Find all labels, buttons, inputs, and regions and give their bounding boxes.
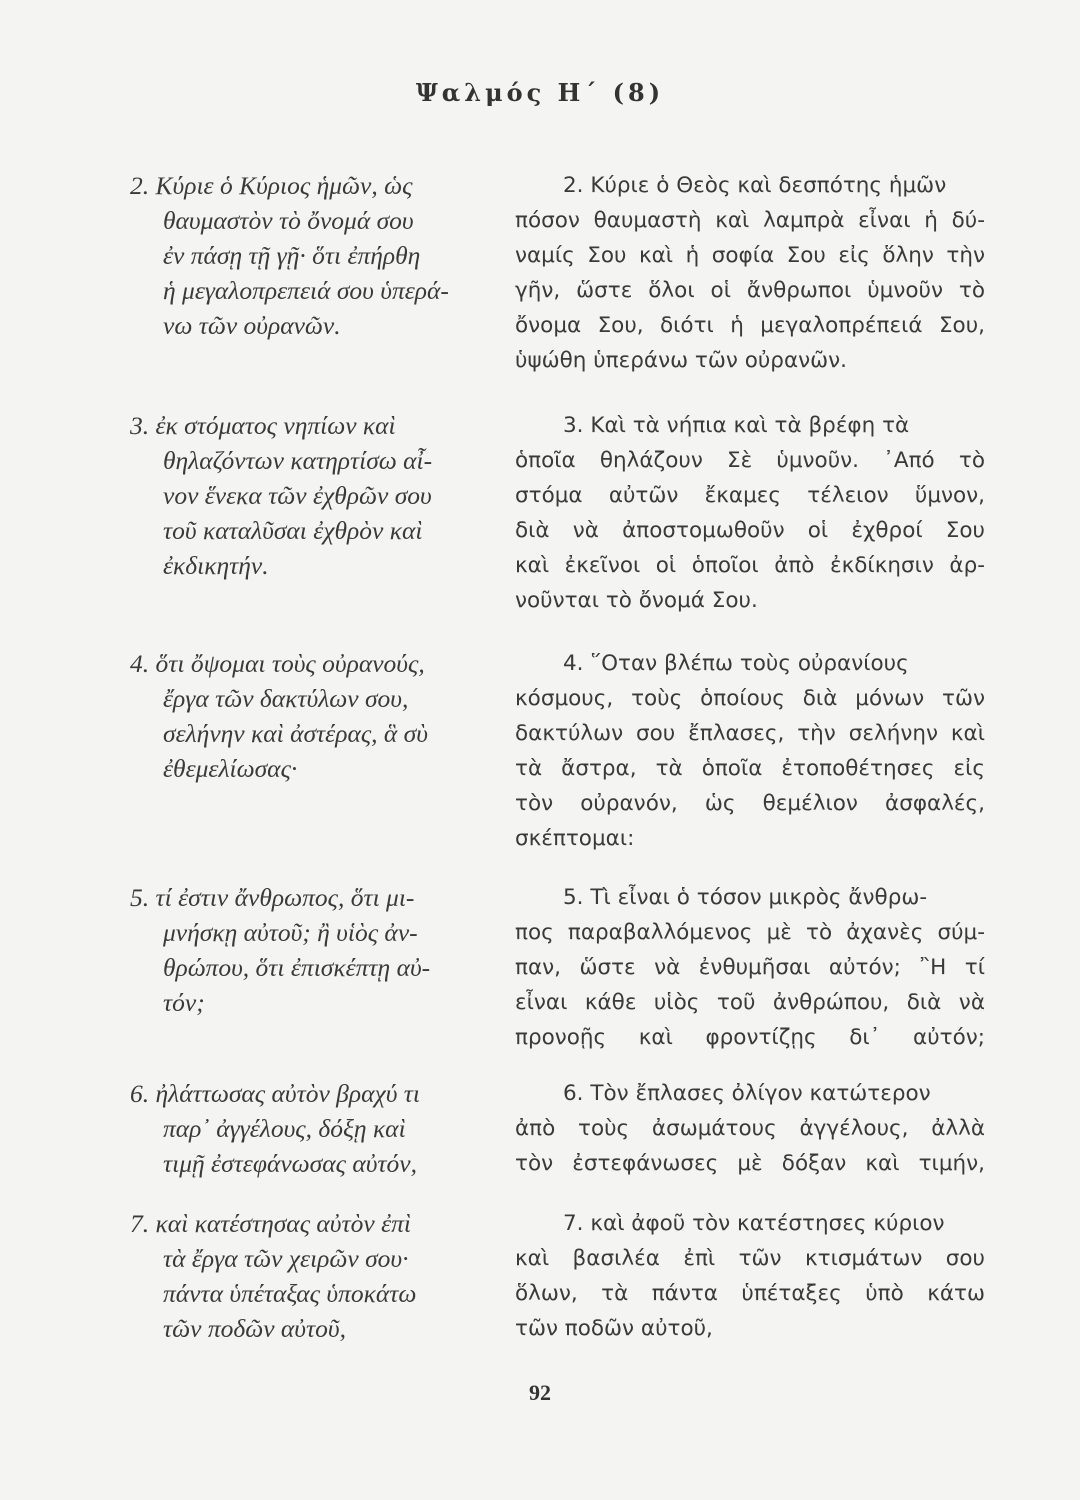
verse-line: προνοῇς καὶ φροντίζῃς δι᾿ αὐτόν; [515, 1025, 985, 1050]
verse-line: τὸν ἐστεφάνωσες μὲ δόξαν καὶ τιμήν, [515, 1151, 985, 1176]
verse-line: νον ἕνεκα τῶν ἐχθρῶν σου [163, 481, 432, 510]
verse-line: τὸν οὐρανόν, ὡς θεμέλιον ἀσφαλές, [515, 791, 985, 816]
verse-line: μνήσκῃ αὐτοῦ; ἢ υἱὸς ἀν- [163, 918, 418, 947]
translation-verse-3 [515, 408, 985, 618]
verse-line: ἐκδικητήν. [163, 551, 269, 580]
verse-line: εἶναι κάθε υἱὸς τοῦ ἀνθρώπου, διὰ νὰ [515, 990, 985, 1015]
verse-line: στόμα αὐτῶν ἔκαμες τέλειον ὕμνον, [515, 483, 985, 508]
verse-line: τὰ ἄστρα, τὰ ὁποῖα ἐτοποθέτησες εἰς [515, 756, 985, 781]
verse-line: δακτύλων σου ἔπλασες, τὴν σελήνην καὶ [515, 721, 985, 746]
verse-line: 5. τί ἐστιν ἄνθρωπος, ὅτι μι- [130, 883, 415, 912]
verse-line: γῆν, ὥστε ὅλοι οἱ ἄνθρωποι ὑμνοῦν τὸ [515, 278, 985, 303]
verse-line: σκέπτομαι: [515, 826, 635, 851]
translation-verse-6 [515, 1076, 985, 1181]
verse-line: ὑψώθη ὑπεράνω τῶν οὐρανῶν. [515, 348, 847, 373]
page-title: Ψαλμός Η΄ (8) [415, 78, 665, 107]
original-verse-5 [130, 880, 490, 1020]
verse-line: ἔργα τῶν δακτύλων σου, [163, 684, 409, 713]
verse-line: ἐν πάσῃ τῇ γῇ· ὅτι ἐπήρθη [163, 241, 421, 270]
verse-line: 4. ὅτι ὄψομαι τοὺς οὐρανούς, [130, 649, 425, 678]
verse-line: διὰ νὰ ἀποστομωθοῦν οἱ ἐχθροί Σου [515, 518, 985, 543]
page-number: 92 [529, 1380, 551, 1405]
verse-line: θρώπου, ὅτι ἐπισκέπτῃ αὐ- [163, 953, 431, 982]
verse-line: τὰ ἔργα τῶν χειρῶν σου· [163, 1244, 409, 1273]
verse-line: τοῦ καταλῦσαι ἐχθρὸν καὶ [163, 516, 423, 545]
verse-line: 2. Κύριε ὁ Κύριος ἡμῶν, ὡς [130, 171, 413, 200]
verse-line: θαυμαστὸν τὸ ὄνομά σου [163, 206, 414, 235]
verse-line: ἡ μεγαλοπρεπειά σου ὑπερά- [163, 276, 449, 305]
verse-line: καὶ βασιλέα ἐπὶ τῶν κτισμάτων σου [515, 1246, 985, 1271]
verse-line: ὅλων, τὰ πάντα ὑπέταξες ὑπὸ κάτω [515, 1281, 985, 1306]
verse-line: τῶν ποδῶν αὐτοῦ, [163, 1314, 346, 1343]
verse-line: 7. καὶ κατέστησας αὐτὸν ἐπὶ [130, 1209, 411, 1238]
verse-line: κόσμους, τοὺς ὁποίους διὰ μόνων τῶν [515, 686, 985, 711]
verse-line: παρ᾿ ἀγγέλους, δόξῃ καὶ [163, 1114, 406, 1143]
original-verse-6 [130, 1076, 490, 1181]
verse-line: νοῦνται τὸ ὄνομά Σου. [515, 588, 758, 613]
verse-line: τόν; [163, 988, 205, 1017]
verse-line: πάντα ὑπέταξας ὑποκάτω [163, 1279, 417, 1308]
verse-line: τῶν ποδῶν αὐτοῦ, [515, 1316, 713, 1341]
verse-line: ἐθεμελίωσας· [163, 754, 298, 783]
verse-line: 4. ῞Οταν βλέπω τοὺς οὐρανίους [563, 651, 909, 676]
verse-line: καὶ ἐκεῖνοι οἱ ὁποῖοι ἀπὸ ἐκδίκησιν ἀρ- [515, 553, 985, 578]
verse-line: τιμῇ ἐστεφάνωσας αὐτόν, [163, 1149, 417, 1178]
original-verse-2 [130, 168, 490, 343]
verse-line: πος παραβαλλόμενος μὲ τὸ ἀχανὲς σύμ- [515, 920, 985, 945]
verse-line: 3. Καὶ τὰ νήπια καὶ τὰ βρέφη τὰ [563, 413, 910, 438]
original-verse-4 [130, 646, 490, 786]
translation-verse-2 [515, 168, 985, 378]
verse-line: 7. καὶ ἀφοῦ τὸν κατέστησες κύριον [563, 1211, 945, 1236]
verse-line: ἀπὸ τοὺς ἀσωμάτους ἀγγέλους, ἀλλὰ [515, 1116, 985, 1141]
verse-line: σελήνην καὶ ἀστέρας, ἃ σὺ [163, 719, 428, 748]
verse-line: 2. Κύριε ὁ Θεὸς καὶ δεσπότης ἡμῶν [563, 173, 947, 198]
verse-line: 6. Τὸν ἔπλασες ὀλίγον κατώτερον [563, 1081, 931, 1106]
verse-line: ναμίς Σου καὶ ἡ σοφία Σου εἰς ὅλην τὴν [515, 243, 985, 268]
verse-line: 6. ἠλάττωσας αὐτὸν βραχύ τι [130, 1079, 421, 1108]
verse-line: νω τῶν οὐρανῶν. [163, 311, 341, 340]
translation-verse-5 [515, 880, 985, 1055]
verse-line: ὄνομα Σου, διότι ἡ μεγαλοπρέπειά Σου, [515, 313, 985, 338]
original-verse-7 [130, 1206, 490, 1346]
verse-line: παν, ὥστε νὰ ἐνθυμῆσαι αὐτόν; ῍Η τί [515, 955, 985, 980]
translation-verse-7 [515, 1206, 985, 1346]
verse-line: πόσον θαυμαστὴ καὶ λαμπρὰ εἶναι ἡ δύ- [515, 208, 985, 233]
original-verse-3 [130, 408, 490, 583]
verse-line: 3. ἐκ στόματος νηπίων καὶ [130, 411, 396, 440]
verse-line: ὁποῖα θηλάζουν Σὲ ὑμνοῦν. ᾿Από τὸ [515, 448, 985, 473]
translation-verse-4 [515, 646, 985, 856]
verse-line: 5. Τὶ εἶναι ὁ τόσον μικρὸς ἄνθρω- [563, 885, 928, 910]
verse-line: θηλαζόντων κατηρτίσω αἶ- [163, 446, 433, 475]
